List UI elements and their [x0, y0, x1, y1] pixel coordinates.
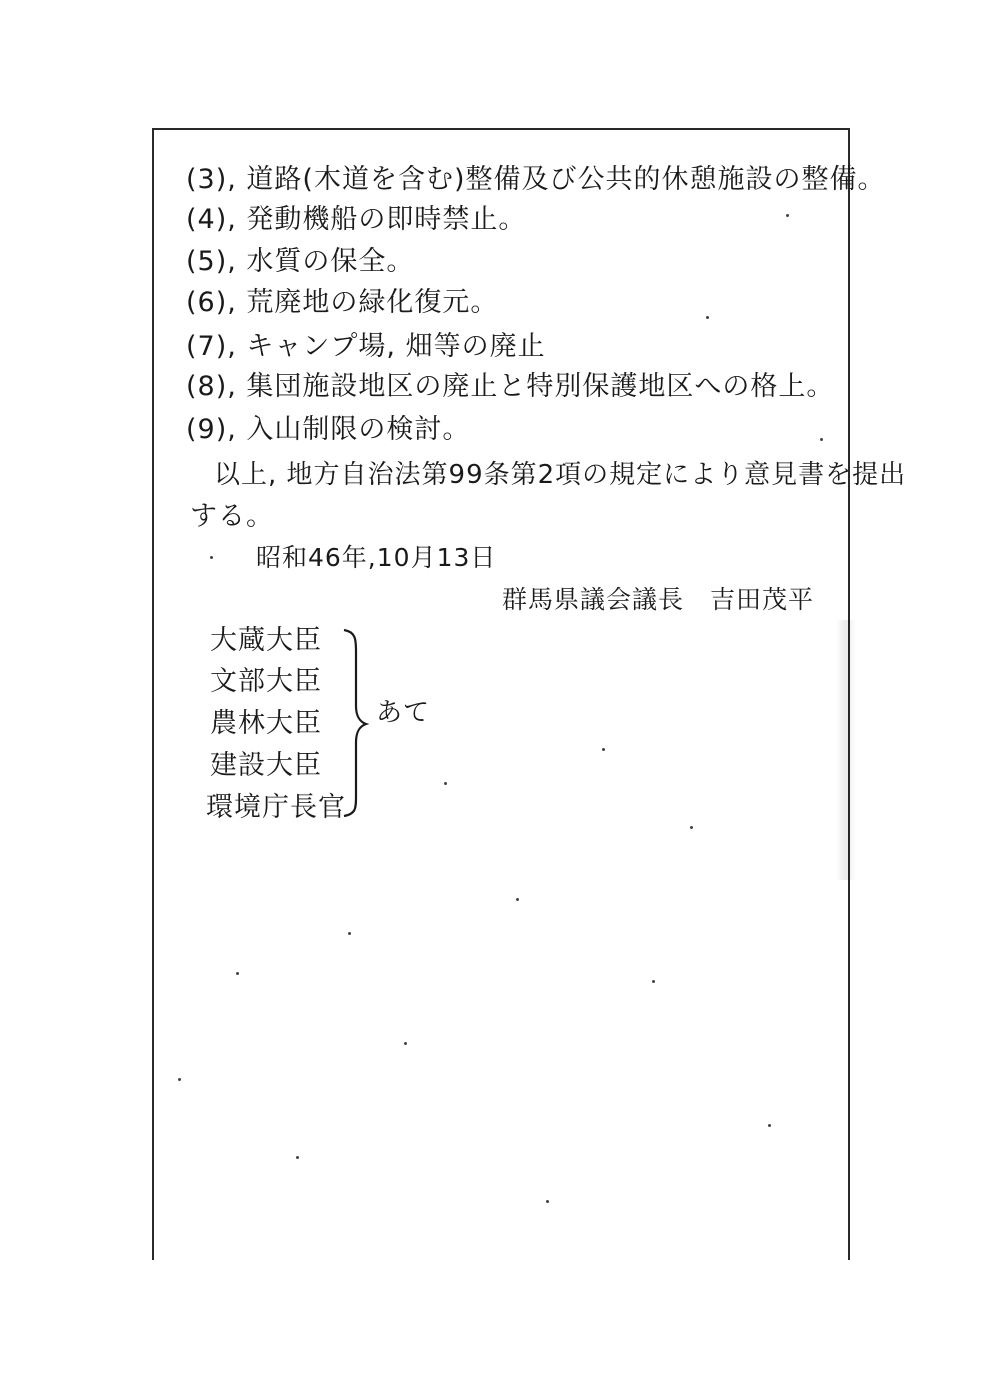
list-item: (9), 入山制限の検討。	[186, 414, 471, 445]
recipient-item: 大蔵大臣	[210, 625, 322, 656]
scan-speck	[786, 214, 789, 217]
date-line: 昭和46年,10月13日	[256, 543, 497, 572]
list-item: (7), キャンプ場, 畑等の廃止	[186, 331, 546, 362]
recipient-item: 建設大臣	[210, 750, 322, 781]
scan-speck	[516, 898, 519, 901]
list-item: (4), 発動機船の即時禁止。	[186, 204, 527, 235]
recipients-suffix: あて	[376, 698, 431, 728]
scan-speck	[348, 932, 351, 935]
scan-shadow	[836, 620, 856, 880]
list-item: (6), 荒廃地の緑化復元。	[186, 287, 499, 318]
list-item: (5), 水質の保全。	[186, 246, 415, 277]
curly-brace-icon	[340, 628, 370, 818]
scan-speck	[690, 826, 693, 829]
scan-speck	[404, 1042, 407, 1045]
recipient-item: 環境庁長官	[206, 792, 346, 823]
scan-speck	[820, 438, 823, 441]
scan-speck	[652, 980, 655, 983]
scan-speck	[444, 782, 447, 785]
scan-speck	[178, 1078, 181, 1081]
closing-line-1: 以上, 地方自治法第99条第2項の規定により意見書を提出	[214, 460, 907, 490]
scan-speck	[602, 748, 605, 751]
scan-speck	[210, 556, 213, 559]
recipient-item: 文部大臣	[210, 666, 322, 697]
signature-line: 群馬県議会議長 吉田茂平	[502, 585, 815, 614]
scan-speck	[546, 1200, 549, 1203]
list-item: (3), 道路(木道を含む)整備及び公共的休憩施設の整備。	[186, 164, 886, 195]
closing-line-2: する。	[190, 501, 274, 532]
scan-speck	[768, 1124, 771, 1127]
recipient-item: 農林大臣	[210, 708, 322, 739]
scan-speck	[706, 316, 709, 319]
list-item: (8), 集団施設地区の廃止と特別保護地区への格上。	[186, 371, 835, 402]
scan-speck	[296, 1156, 299, 1159]
scan-speck	[236, 972, 239, 975]
